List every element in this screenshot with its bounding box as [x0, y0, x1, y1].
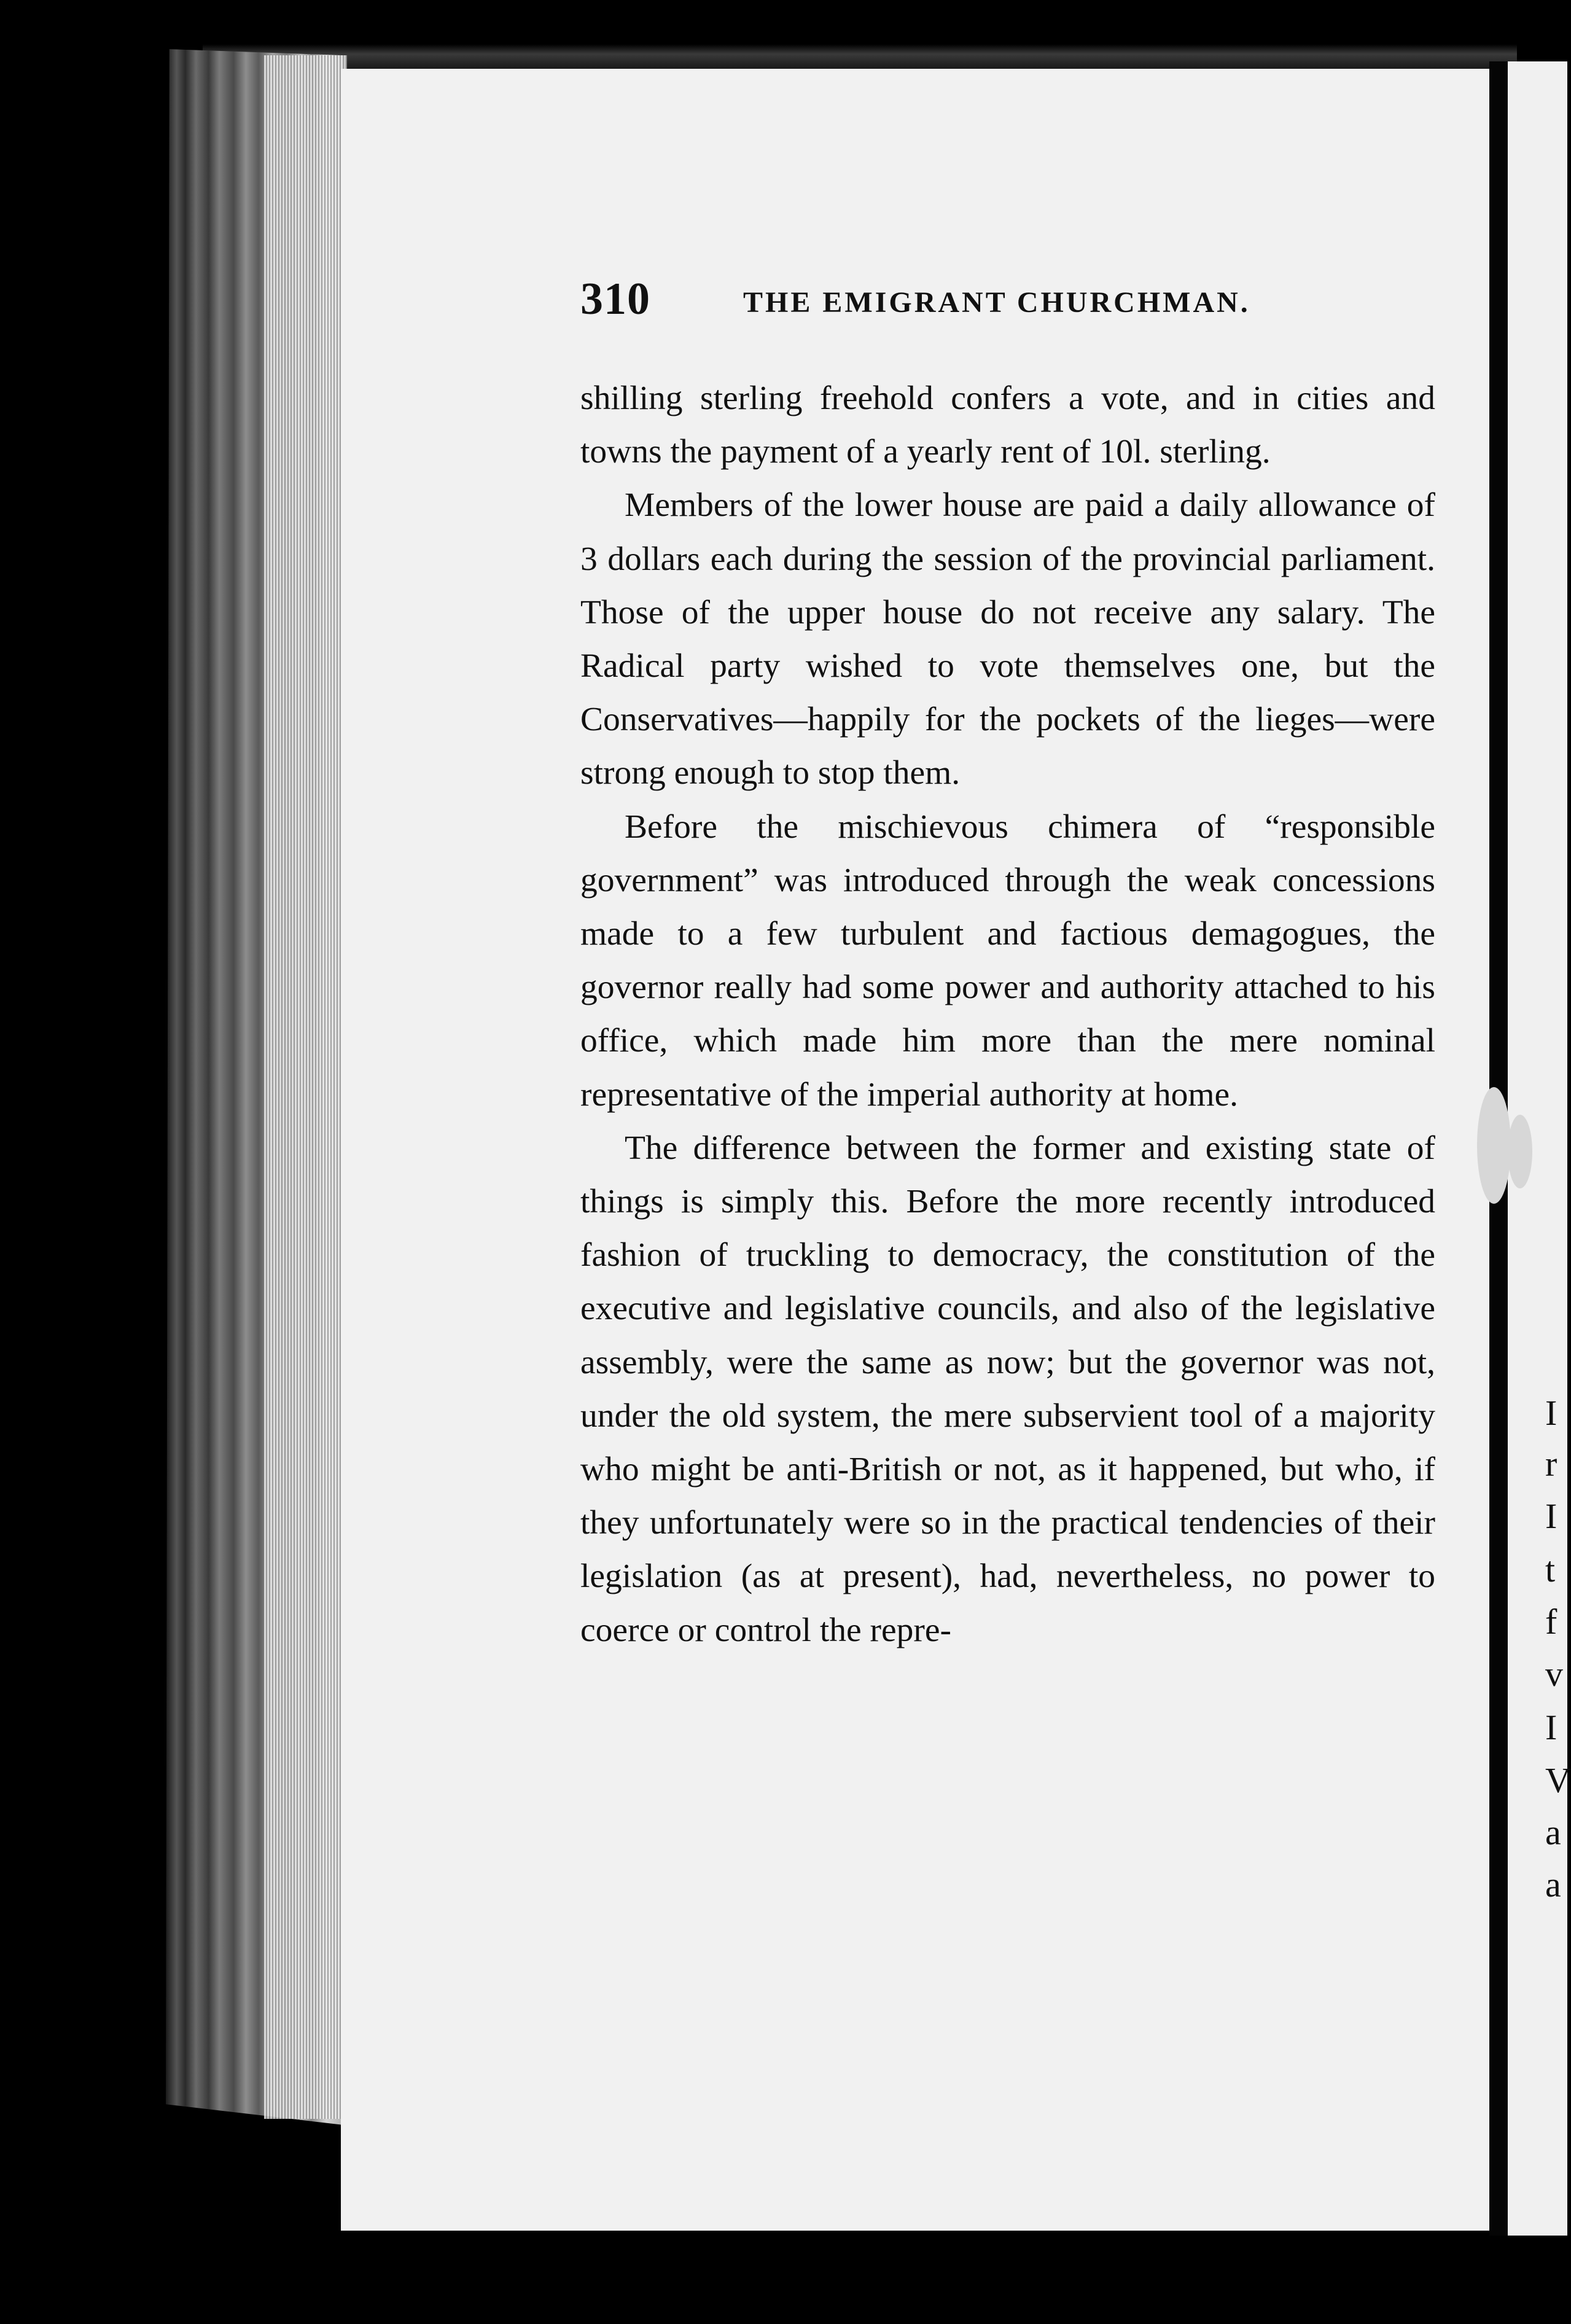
paper-blemish — [1508, 1115, 1532, 1188]
facing-page-letter: r — [1545, 1444, 1557, 1484]
body-text — [580, 372, 1435, 1657]
top-page-edge — [203, 44, 1517, 69]
facing-page-letter: a — [1545, 1812, 1561, 1852]
paragraph: shilling sterling freehold confers a vote, and in cities and towns the payment of a yearly rent of 10l. sterling. — [580, 380, 1435, 471]
book-title: THE EMIGRANT CHURCHMAN. — [743, 286, 1250, 319]
paragraph: The difference between the former and existing state of things is simply this. Before the more recently introduced fashion of truckling to democracy, the constitution of the executive and legislative councils, and also of the legislative assembly, were the same as now; but the governor was not, under the old system, the mere subservient tool of a majority who might be anti-British or not, as it happened, but who, if they unfortunately were so in the practical tendencies of their legislation (as at present), had, nevertheless, no power to coerce or control the repre- — [580, 1129, 1435, 1649]
paper-blemish — [1477, 1087, 1511, 1204]
facing-page-letter: v — [1545, 1654, 1563, 1694]
facing-page-letter: V — [1545, 1760, 1571, 1800]
page-number: 310 — [580, 274, 650, 324]
running-head — [580, 273, 1440, 329]
facing-page-letter: a — [1545, 1865, 1561, 1905]
facing-page-letter: f — [1545, 1602, 1557, 1642]
paragraph: Members of the lower house are paid a daily allowance of 3 dollars each during the session of the provincial parliament. Those of the upper house do not receive any salary. The Radical party wished to vote themselves one, but the Conservatives—happily for the pockets of the lieges—were strong enough to stop them. — [580, 486, 1435, 792]
facing-page-letter: t — [1545, 1550, 1556, 1589]
paragraph: Before the mischievous chimera of “responsible government” was introduced through the weak concessions made to a few turbulent and factious demagogues, the governor really had some power and authority attached to his office, which made him more than the mere nominal representative of the imperial authority at home. — [580, 808, 1435, 1113]
facing-page-letter: I — [1545, 1707, 1557, 1747]
facing-page-letter: I — [1545, 1393, 1557, 1433]
page-edge-lines — [264, 55, 347, 2119]
facing-page-letter: I — [1545, 1496, 1557, 1536]
